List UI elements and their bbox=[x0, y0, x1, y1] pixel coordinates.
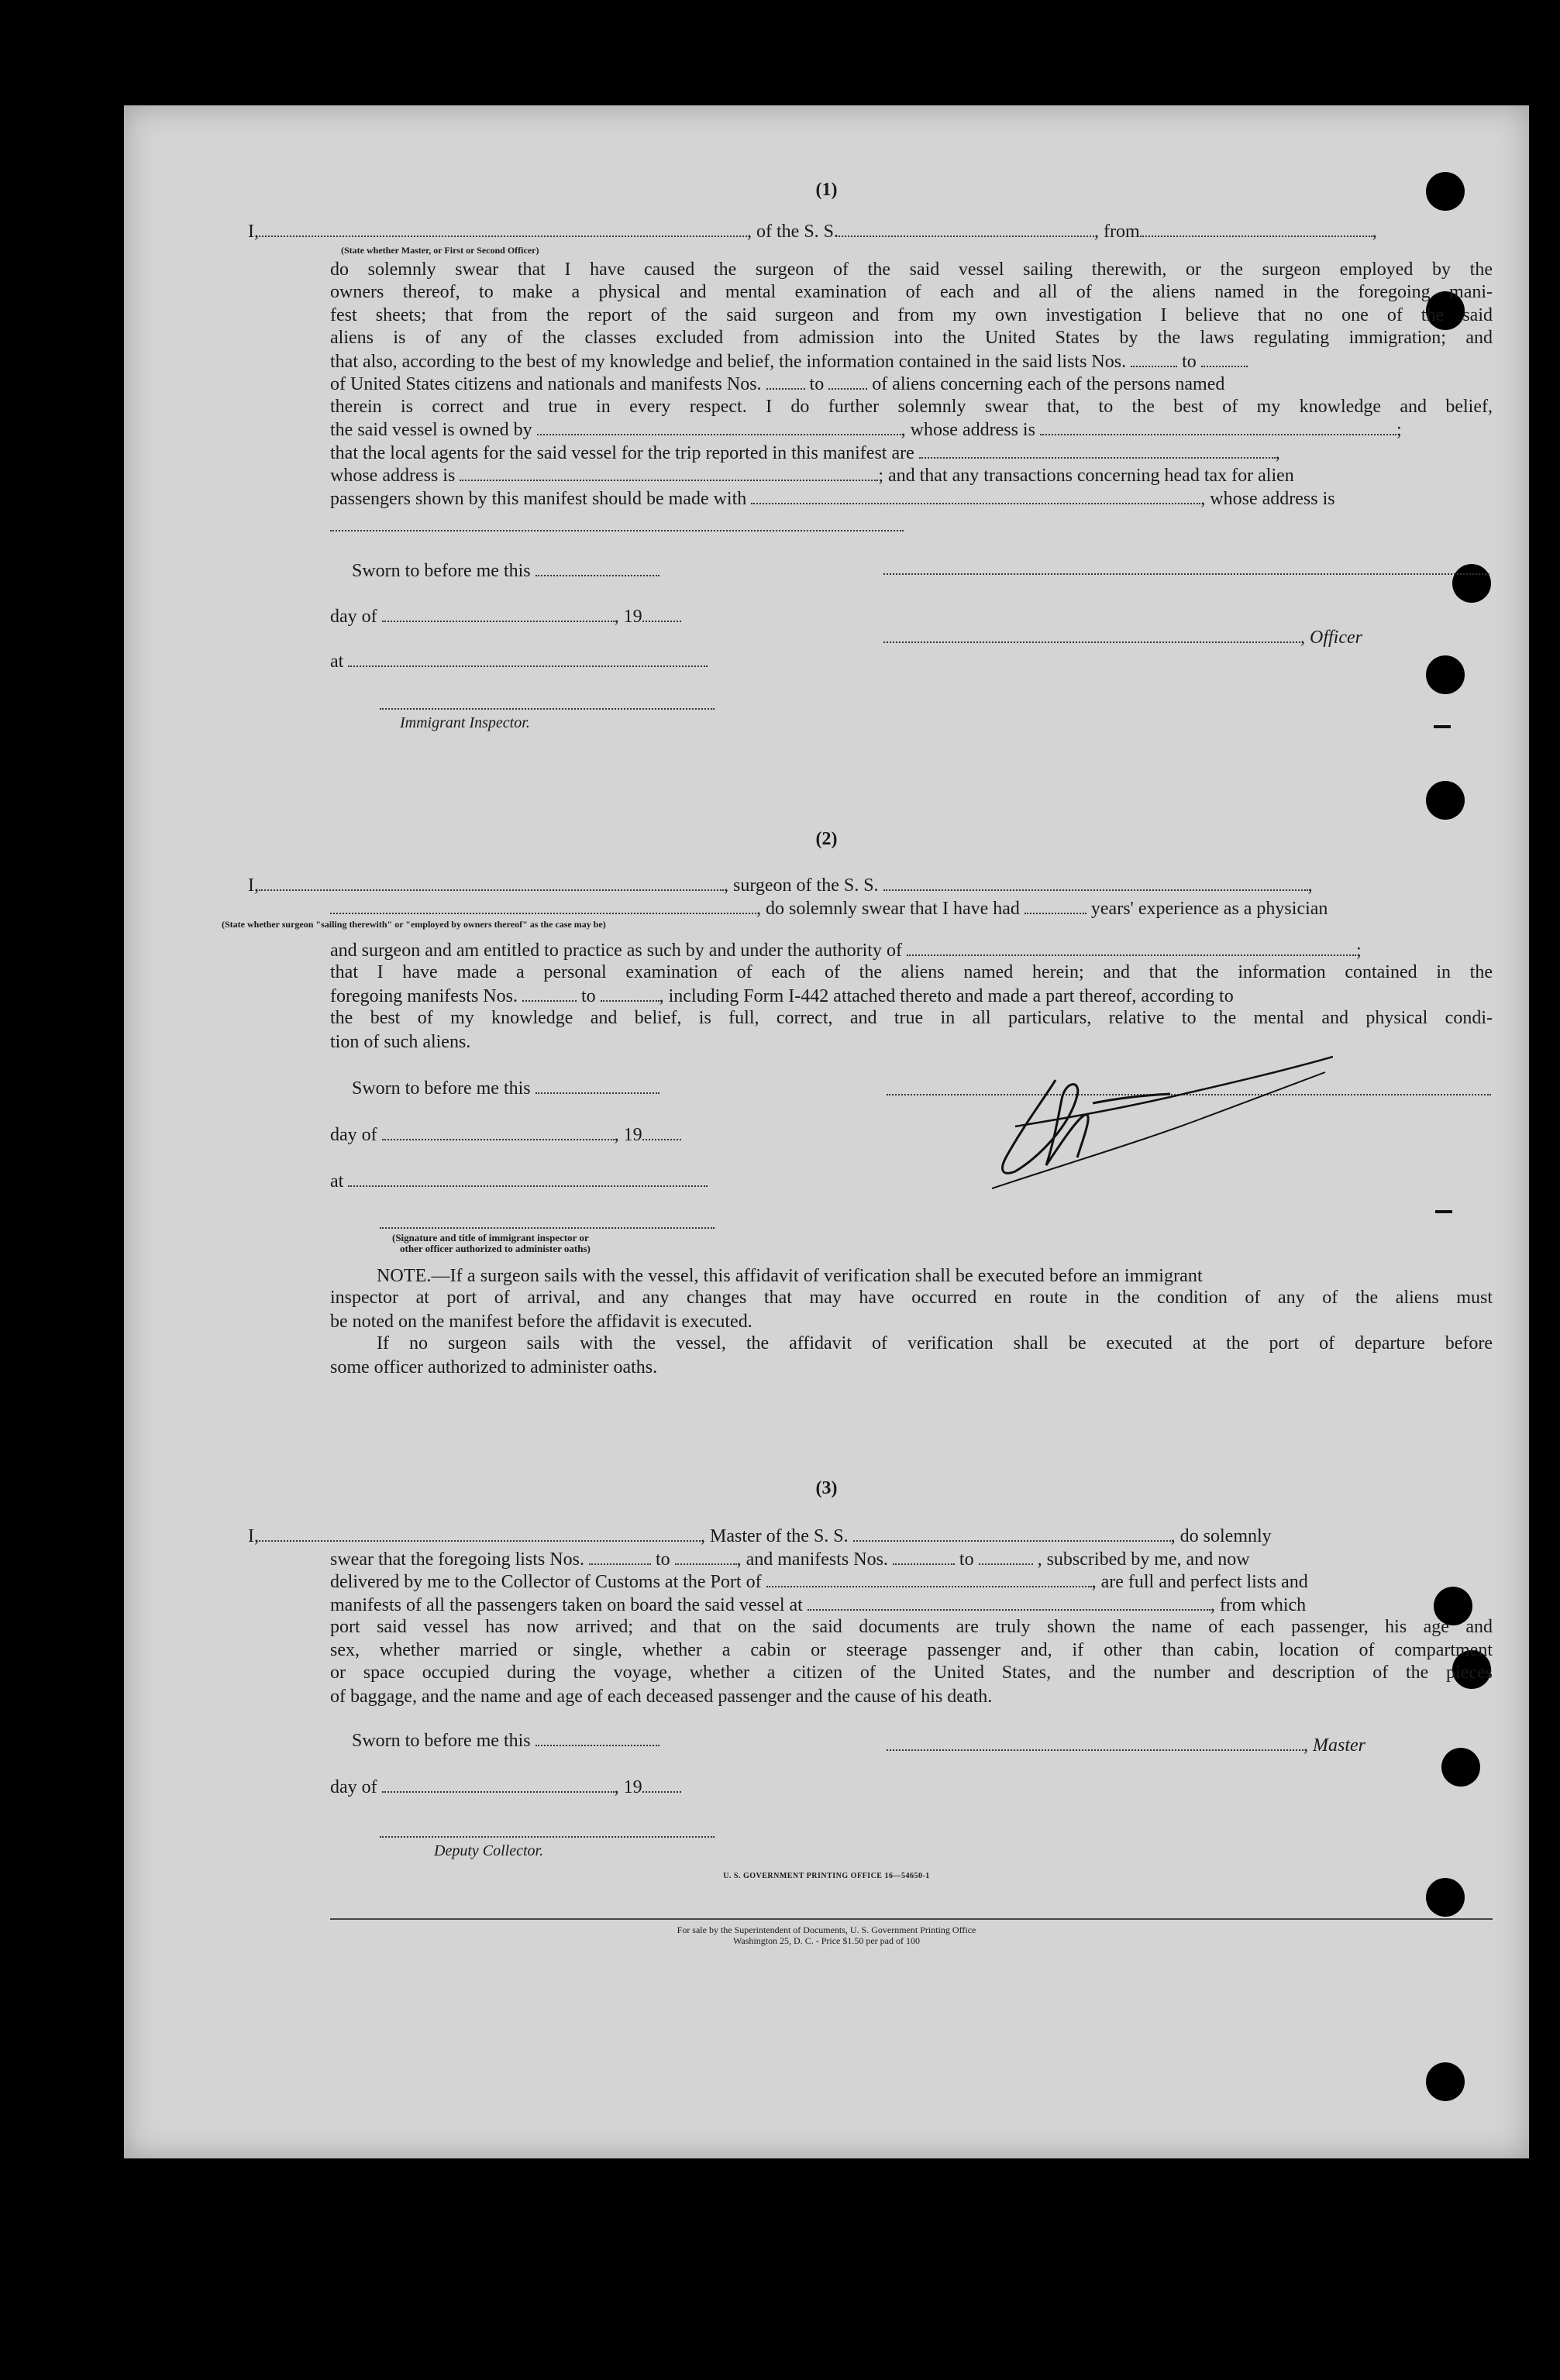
para-line: do solemnly swear that I have caused the surgeon of the said vessel sailing therewith, or the surgeon employed by the bbox=[330, 260, 1493, 280]
para-line: of baggage, and the name and age of each deceased passenger and the cause of his death. bbox=[330, 1687, 993, 1707]
manifests-nos-line: foregoing manifests Nos. to , including Form I-442 attached thereto and made a part thereof, according to bbox=[330, 986, 1234, 1006]
para-line: sex, whether married or single, whether a cabin or steerage passenger and, if other than cabin, location of compartment bbox=[330, 1640, 1493, 1660]
note-line: If no surgeon sails with the vessel, the affidavit of verification shall be executed at the port of departure before bbox=[377, 1333, 1493, 1353]
para-line: therein is correct and true in every respect. I do further solemnly swear that, to the best of my knowledge and belief, bbox=[330, 397, 1493, 417]
signature-caption: (Signature and title of immigrant inspector or bbox=[392, 1232, 589, 1243]
edge-mark bbox=[1435, 1210, 1452, 1213]
inspector-label: Immigrant Inspector. bbox=[400, 714, 530, 731]
port-line: delivered by me to the Collector of Customs at the Port of , are full and perfect lists and bbox=[330, 1572, 1308, 1592]
para-line: port said vessel has now arrived; and that on the said documents are truly shown the name of each passenger, his age and bbox=[330, 1617, 1493, 1637]
master-sign-line: , Master bbox=[887, 1734, 1365, 1757]
binder-hole bbox=[1426, 781, 1465, 820]
binder-hole bbox=[1452, 564, 1491, 603]
binder-hole bbox=[1426, 1878, 1465, 1917]
day-line-3: day of , 19 bbox=[330, 1776, 681, 1799]
deputy-label: Deputy Collector. bbox=[434, 1842, 544, 1859]
para-line: fest sheets; that from the report of the said surgeon and from my own investigation I believe that no one of the said bbox=[330, 305, 1493, 325]
para-line: the best of my knowledge and belief, is full, correct, and true in all particulars, relative to the mental and physical condi- bbox=[330, 1008, 1493, 1028]
form-page bbox=[124, 105, 1529, 2158]
experience-line: , do solemnly swear that I have had years' experience as a physician bbox=[330, 897, 1328, 920]
section-1-number: (1) bbox=[815, 180, 838, 200]
note-line: inspector at port of arrival, and any changes that may have occurred en route in the condition of any of the aliens must bbox=[330, 1288, 1493, 1308]
edge-mark bbox=[1434, 725, 1451, 728]
authority-line: and surgeon and am entitled to practice as such by and under the authority of ; bbox=[330, 941, 1362, 961]
surgeon-line: I, , surgeon of the S. S. , bbox=[248, 875, 1313, 896]
para-line: owners thereof, to make a physical and mental examination of each and all of the aliens named in the foregoing mani- bbox=[330, 282, 1493, 302]
section-3-number: (3) bbox=[815, 1478, 838, 1498]
whose-address-line: whose address is ; and that any transactions concerning head tax for alien bbox=[330, 466, 1294, 486]
sale-line-1: For sale by the Superintendent of Documents, U. S. Government Printing Office bbox=[677, 1924, 976, 1935]
note-line: NOTE.—If a surgeon sails with the vessel, this affidavit of verification shall be executed before an immigrant bbox=[377, 1266, 1203, 1286]
master-line: I, , of the S. S. , from , bbox=[248, 222, 1377, 242]
note-line: some officer authorized to administer oaths. bbox=[330, 1357, 658, 1377]
lists-nos-line: that also, according to the best of my knowledge and belief, the information contained in the said lists Nos. to bbox=[330, 350, 1248, 373]
surgeon-signature bbox=[969, 1041, 1333, 1196]
binder-hole bbox=[1426, 2062, 1465, 2101]
manifests-line: of United States citizens and nationals and manifests Nos. to of aliens concerning each of the persons named bbox=[330, 374, 1225, 394]
master3-line: I, , Master of the S. S. , do solemnly bbox=[248, 1526, 1272, 1546]
lists3-line: swear that the foregoing lists Nos. to , and manifests Nos. to , subscribed by me, and now bbox=[330, 1549, 1250, 1570]
binder-hole bbox=[1426, 655, 1465, 694]
section-2-number: (2) bbox=[815, 829, 838, 849]
officer-line: , Officer bbox=[883, 626, 1362, 649]
note-line: be noted on the manifest before the affidavit is executed. bbox=[330, 1312, 752, 1332]
sworn-line-1: Sworn to before me this bbox=[352, 559, 659, 583]
para-line: tion of such aliens. bbox=[330, 1032, 471, 1052]
surgeon-caption: (State whether surgeon "sailing therewith" or "employed by owners thereof" as the case may be) bbox=[222, 919, 606, 930]
at-line-1: at bbox=[330, 650, 708, 673]
para-line: aliens is of any of the classes excluded from admission into the United States by the laws regulating immigration; and bbox=[330, 328, 1493, 348]
at-line-2: at bbox=[330, 1170, 708, 1193]
para-line: that I have made a personal examination of each of the aliens named herein; and that the information contained in the bbox=[330, 962, 1493, 982]
binder-hole bbox=[1441, 1748, 1480, 1787]
signature-caption: other officer authorized to administer oaths) bbox=[400, 1243, 591, 1254]
agents-line: that the local agents for the said vessel for the trip reported in this manifest are , bbox=[330, 443, 1280, 463]
vessel-at-line: manifests of all the passengers taken on board the said vessel at , from which bbox=[330, 1595, 1307, 1615]
sworn-line-2: Sworn to before me this bbox=[352, 1077, 659, 1100]
day-line-2: day of , 19 bbox=[330, 1123, 681, 1147]
owned-by-line: the said vessel is owned by , whose address is ; bbox=[330, 420, 1402, 440]
printing-office: U. S. GOVERNMENT PRINTING OFFICE 16—54650-1 bbox=[723, 1872, 930, 1880]
sale-line-2: Washington 25, D. C. - Price $1.50 per pad of 100 bbox=[733, 1935, 920, 1946]
master-caption: (State whether Master, or First or Second Officer) bbox=[341, 245, 539, 256]
day-line-1: day of , 19 bbox=[330, 605, 681, 628]
para-line: or space occupied during the voyage, whether a citizen of the United States, and the number and description of the pieces bbox=[330, 1663, 1493, 1683]
sworn-line-3: Sworn to before me this bbox=[352, 1729, 659, 1752]
passengers-line: passengers shown by this manifest should be made with , whose address is bbox=[330, 489, 1335, 509]
